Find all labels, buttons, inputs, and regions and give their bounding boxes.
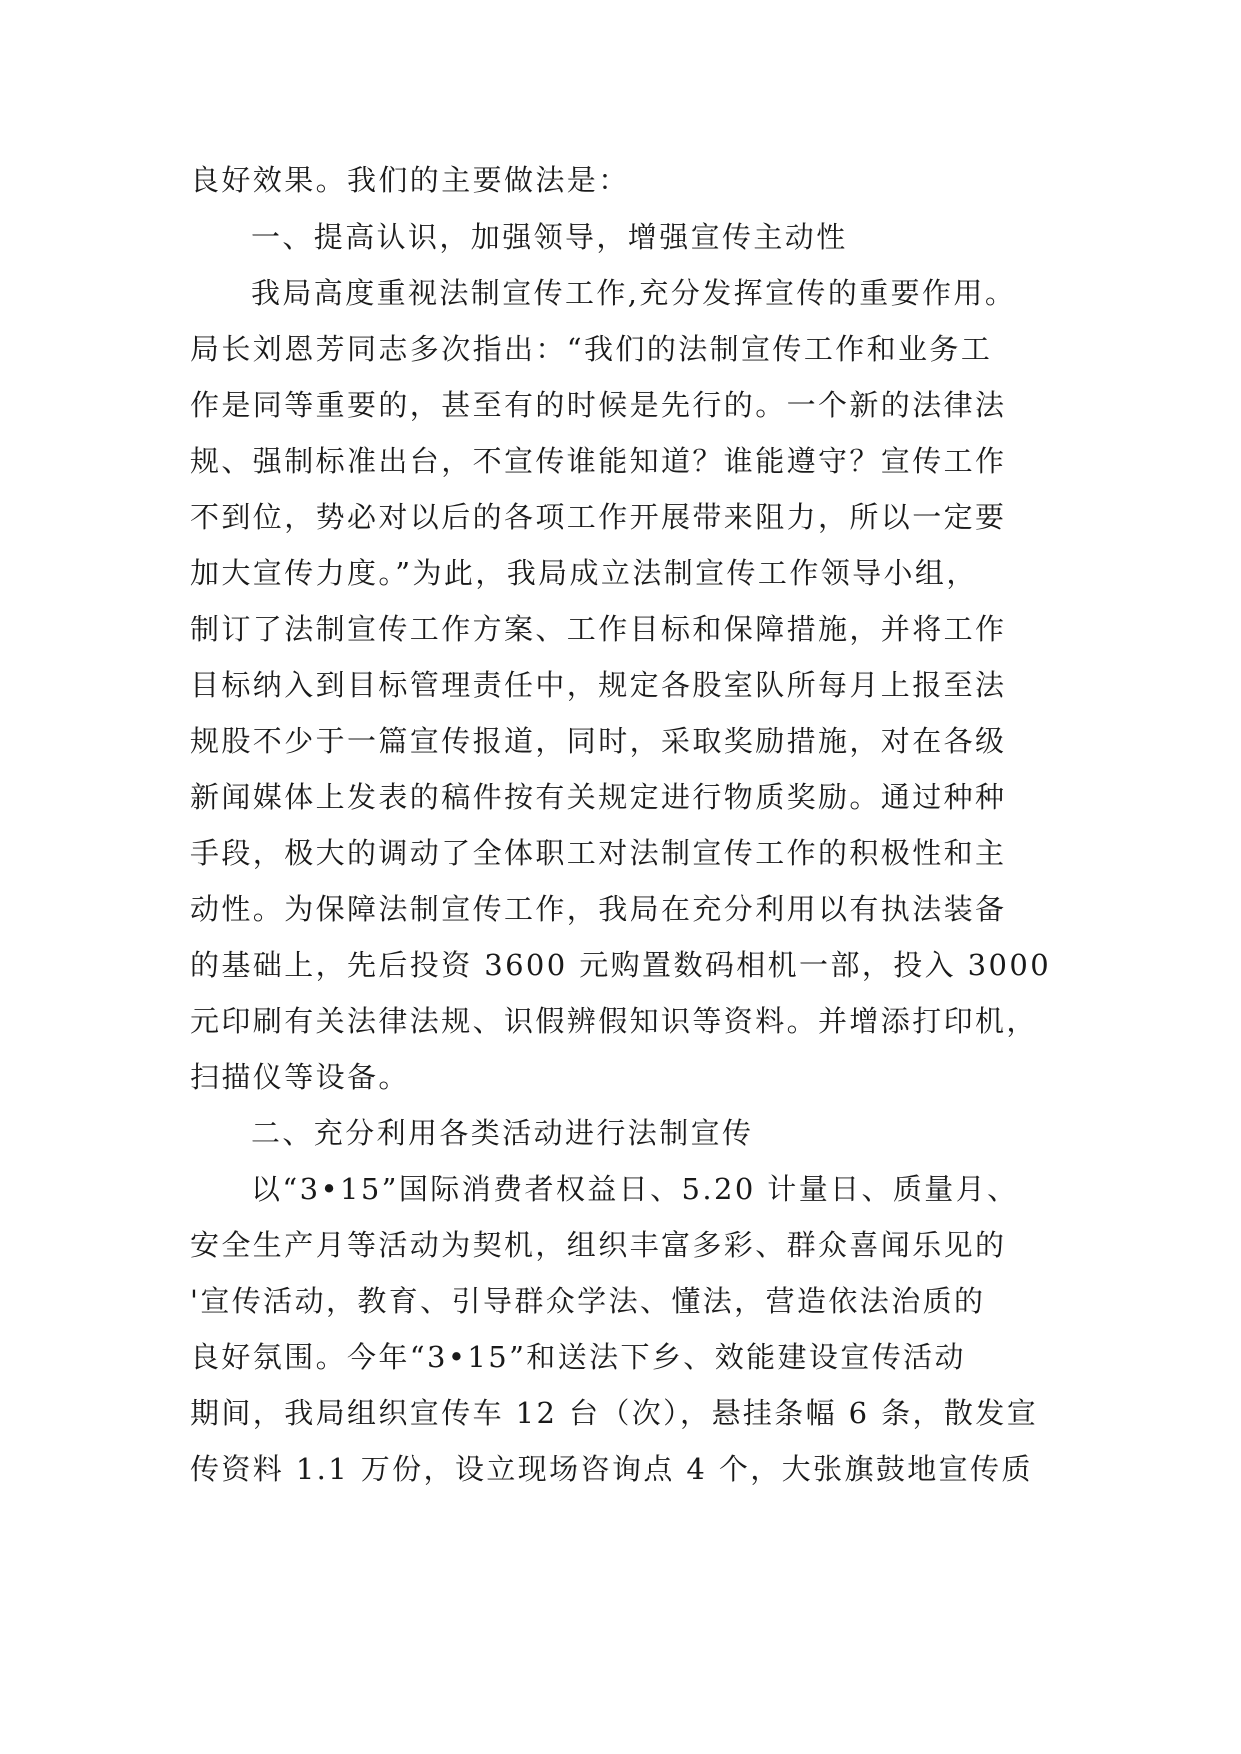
text-line: '宣传活动，教育、引导群众学法、懂法，营造依法治质的 bbox=[190, 1284, 986, 1318]
text-line: 制订了法制宣传工作方案、工作目标和保障措施，并将工作 bbox=[190, 612, 1007, 646]
text-line: 新闻媒体上发表的稿件按有关规定进行物质奖励。通过种种 bbox=[190, 780, 1007, 814]
section-heading-1: 一、提高认识，加强领导，增强宣传主动性 bbox=[251, 220, 848, 254]
text-line: 不到位，势必对以后的各项工作开展带来阻力，所以一定要 bbox=[190, 500, 1007, 534]
text-line: 目标纳入到目标管理责任中，规定各股室队所每月上报至法 bbox=[190, 668, 1007, 702]
text-line: 传资料 1.1 万份，设立现场咨询点 4 个，大张旗鼓地宣传质 bbox=[190, 1452, 1033, 1486]
text-line: 元印刷有关法律法规、识假辨假知识等资料。并增添打印机， bbox=[190, 1004, 1038, 1038]
text-line: 良好效果。我们的主要做法是： bbox=[190, 163, 630, 197]
text-line: 安全生产月等活动为契机，组织丰富多彩、群众喜闻乐见的 bbox=[190, 1228, 1007, 1262]
text-line: 手段，极大的调动了全体职工对法制宣传工作的积极性和主 bbox=[190, 836, 1007, 870]
text-line: 的基础上，先后投资 3600 元购置数码相机一部，投入 3000 bbox=[190, 948, 1052, 982]
text-line: 动性。为保障法制宣传工作，我局在充分利用以有执法装备 bbox=[190, 892, 1007, 926]
text-line: 作是同等重要的，甚至有的时候是先行的。一个新的法律法 bbox=[190, 388, 1007, 422]
text-line: 期间，我局组织宣传车 12 台（次），悬挂条幅 6 条，散发宣 bbox=[190, 1396, 1039, 1430]
paragraph-first-line: 以“3•15”国际消费者权益日、5.20 计量日、质量月、 bbox=[251, 1172, 1019, 1206]
text-line: 加大宣传力度。”为此，我局成立法制宣传工作领导小组， bbox=[190, 556, 978, 590]
section-heading-2: 二、充分利用各类活动进行法制宣传 bbox=[251, 1116, 754, 1150]
text-line: 规、强制标准出台，不宣传谁能知道？谁能遵守？宣传工作 bbox=[190, 444, 1007, 478]
paragraph-first-line: 我局高度重视法制宣传工作,充分发挥宣传的重要作用。 bbox=[251, 276, 1017, 310]
text-line: 局长刘恩芳同志多次指出：“我们的法制宣传工作和业务工 bbox=[190, 332, 993, 366]
text-line: 扫描仪等设备。 bbox=[190, 1060, 410, 1094]
text-line: 规股不少于一篇宣传报道，同时，采取奖励措施，对在各级 bbox=[190, 724, 1007, 758]
text-line: 良好氛围。今年“3•15”和送法下乡、效能建设宣传活动 bbox=[190, 1340, 966, 1374]
